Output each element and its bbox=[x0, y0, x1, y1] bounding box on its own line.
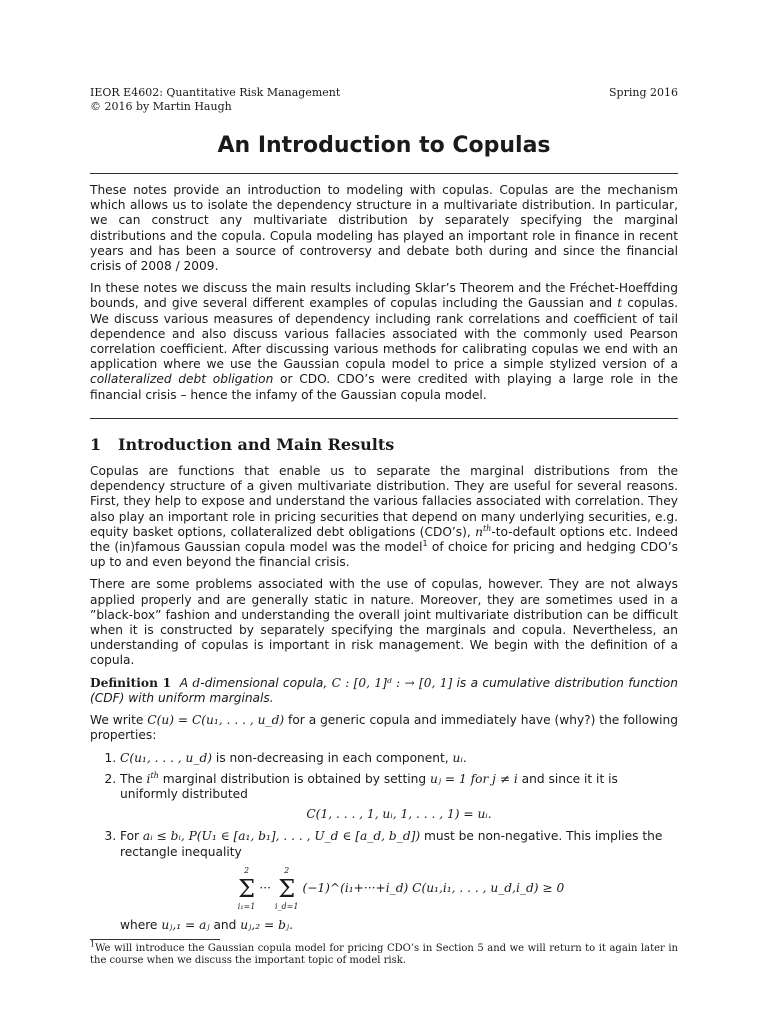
page-header bbox=[90, 86, 678, 114]
property-1: 1. C(u₁, . . . , u_d) is non-decreasing in each component, uᵢ. bbox=[120, 751, 678, 766]
document-title: An Introduction to Copulas bbox=[217, 133, 551, 158]
copyright-line: © 2016 by Martin Haugh bbox=[90, 100, 232, 113]
property-3: 3. For aᵢ ≤ bᵢ, P(U₁ ∈ [a₁, b₁], . . . , U_d ∈ [a_d, b_d]) must be non-negative. This implies the rectangle inequality 2 Σ i₁=1 ··· 2 Σ i_d=1 (−1)^(i₁+···+i_d) C(u₁,i₁, . . . , u_d,i_d) ≥ 0 where uⱼ,₁ = aⱼ and uⱼ,₂ = bⱼ. bbox=[120, 829, 678, 933]
footnote-marker: 1 bbox=[422, 539, 428, 548]
section-paragraph-1: Copulas are functions that enable us to separate the marginal distributions from the dependency structure of a given multivariate distribution. They are useful for several reasons. First, they help to expose and understand the various fallacies associated with correlation. They also play an important role in pricing securities that depend on many underlying securities, e.g. equity basket options, collateralized debt obligations (CDO’s), $n^{th}-to$-default options etc. Indeed the (in)famous Gaussian copula model was the model$^1$ of choice for pricing and hedging CDO’s up to and even beyond the financial crisis. bbox=[90, 464, 678, 570]
sum-symbol-2: 2 Σ i_d=1 bbox=[274, 865, 299, 911]
definition-label: Definition 1 bbox=[90, 675, 172, 690]
footnote-1: $^1$We will introduce the Gaussian copula model for pricing CDO’s in Section 5 and we will return to it again later in the course when we discuss the important topic of model risk. bbox=[90, 939, 678, 967]
abstract-paragraph-1: These notes provide an introduction to modeling with copulas. Copulas are the mechanism which allows us to isolate the dependency structure in a multivariate distribution. In particular, we can construct any multivariate distribution by separately specifying the marginal distributions and the copula. Copula modeling has played an important role in finance in recent years and has been a source of controversy and debate both during and since the financial crisis of 2008 / 2009. bbox=[90, 183, 678, 274]
abstract bbox=[90, 174, 678, 418]
definition-1: Definition 1 A d-dimensional copula, C : [0, 1]ᵈ : → [0, 1] is a cumulative distribution function (CDF) with uniform marginals. bbox=[90, 675, 678, 705]
term-label: Spring 2016 bbox=[609, 86, 678, 99]
section-heading bbox=[90, 434, 678, 454]
section-paragraph-2: There are some problems associated with the use of copulas, however. They are not always applied properly and are generally static in nature. Moreover, they are sometimes used in a ”black-box” fashion and understanding the overall joint multivariate distribution can be difficult when it is constructed by separately specifying the marginals and copula. Nevertheless, an understanding of copulas is important in risk management. We begin with the definition of a copula. bbox=[90, 577, 678, 668]
course-name: IEOR E4602: Quantitative Risk Management bbox=[90, 86, 341, 99]
section-title: Introduction and Main Results bbox=[118, 434, 395, 454]
abstract-rule bbox=[90, 418, 678, 419]
footnote-rule bbox=[90, 939, 220, 940]
header-left bbox=[90, 86, 340, 114]
properties-list bbox=[90, 751, 678, 933]
marginal-equation: C(1, . . . , 1, uᵢ, 1, . . . , 1) = uᵢ. bbox=[306, 807, 492, 822]
where-clause: where uⱼ,₁ = aⱼ and uⱼ,₂ = bⱼ. bbox=[120, 917, 293, 932]
property-2: 2. The $i^{th}$ marginal distribution is obtained by setting uⱼ = 1 for j ≠ i and since it it is uniformly distributed C(1, . . . , 1, uᵢ, 1, . . . , 1) = uᵢ. bbox=[120, 772, 678, 823]
sum-symbol-1: 2 Σ i₁=1 bbox=[237, 865, 256, 911]
section-number: 1 bbox=[90, 434, 102, 454]
rectangle-inequality: 2 Σ i₁=1 ··· 2 Σ i_d=1 (−1)^(i₁+···+i_d) C(u₁,i₁, . . . , u_d,i_d) ≥ 0 bbox=[237, 865, 565, 911]
abstract-paragraph-2: In these notes we discuss the main results including Sklar’s Theorem and the Fréchet-Hoeffding bounds, and give several different examples of copulas including the Gaussian and t copulas. We discuss various measures of dependency including rank correlations and coefficient of tail dependence and also discuss various fallacies associated with the commonly used Pearson correlation coefficient. After discussing various methods for calibrating copulas we end with an application where we use the Gaussian copula model to price a simple stylized version of a collateralized debt obligation or CDO. CDO’s were credited with playing a large role in the financial crisis – hence the infamy of the Gaussian copula model. bbox=[90, 281, 678, 402]
sum-body: (−1)^(i₁+···+i_d) C(u₁,i₁, . . . , u_d,i_d) ≥ 0 bbox=[302, 881, 565, 896]
properties-intro: We write C(u) = C(u₁, . . . , u_d) for a generic copula and immediately have (why?) the following properties: bbox=[90, 713, 678, 743]
